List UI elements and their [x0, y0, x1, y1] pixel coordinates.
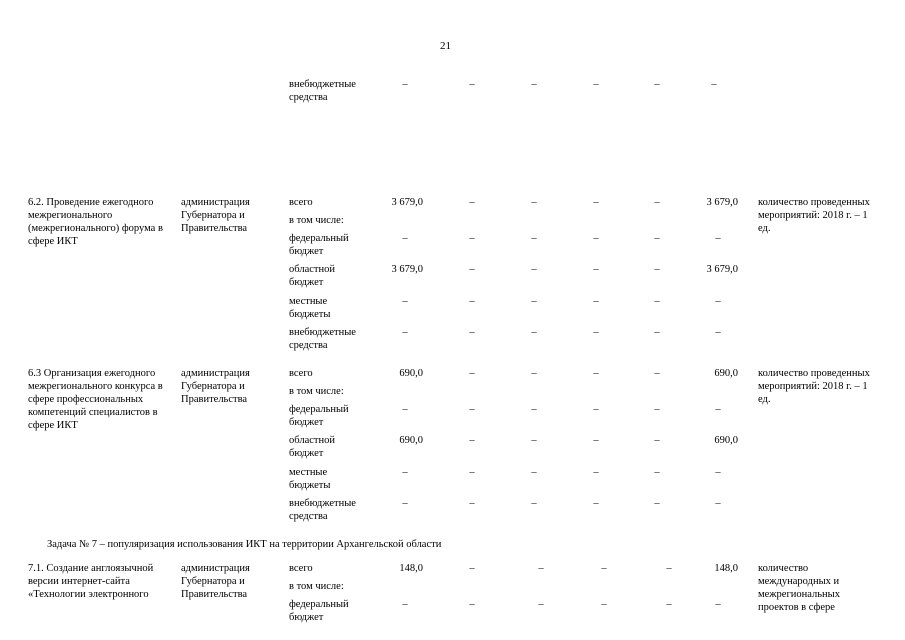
- dash-cell: –: [654, 368, 660, 379]
- dash-cell: –: [531, 197, 537, 208]
- dash-cell: –: [593, 197, 599, 208]
- row-source: местные бюджеты: [289, 467, 331, 491]
- dash-cell: –: [469, 327, 475, 338]
- dash-cell: –: [531, 435, 537, 446]
- dash-cell: –: [654, 435, 660, 446]
- value-col-1: 690,0: [399, 368, 423, 379]
- value-col-1: 690,0: [399, 435, 423, 446]
- task-7-1: 7.1. Создание англоязычной версии интернет-сайта «Технологии электронного: [28, 563, 154, 600]
- value-col-total: 690,0: [714, 435, 738, 446]
- row-source: в том числе:: [289, 215, 344, 226]
- dash-cell: –: [469, 467, 475, 478]
- dash-cell: –: [593, 404, 599, 415]
- value-col-1: 3 679,0: [391, 197, 423, 208]
- value-col-total: –: [715, 233, 721, 244]
- row-source: всего: [289, 563, 313, 574]
- dash-cell: –: [654, 404, 660, 415]
- value-col-total: –: [715, 404, 721, 415]
- row-source: всего: [289, 368, 313, 379]
- row-source: всего: [289, 197, 313, 208]
- value-col-1: –: [402, 233, 408, 244]
- value-col-total: –: [715, 599, 721, 610]
- dash-cell: –: [654, 233, 660, 244]
- page-number: 21: [440, 40, 451, 52]
- task-6-3: 6.3 Организация ежегодного межрегионального конкурса в сфере профессиональных компетенций специалистов в сфере ИКТ: [28, 368, 163, 431]
- dash-cell: –: [593, 467, 599, 478]
- dash-cell: –: [531, 296, 537, 307]
- value-col-total: 690,0: [714, 368, 738, 379]
- dash-cell: –: [469, 197, 475, 208]
- dash-cell: –: [531, 368, 537, 379]
- value-col-total: –: [715, 498, 721, 509]
- value-col-1: 3 679,0: [391, 264, 423, 275]
- dash-cell: –: [469, 264, 475, 275]
- dash-cell: –: [593, 368, 599, 379]
- value-col-total: –: [715, 327, 721, 338]
- dash-cell: –: [593, 327, 599, 338]
- row-source: областной бюджет: [289, 264, 335, 288]
- dash-cell: –: [654, 467, 660, 478]
- dash-cell: –: [711, 79, 717, 90]
- row-source: внебюджетные средства: [289, 327, 356, 351]
- dash-cell: –: [593, 233, 599, 244]
- value-col-1: –: [402, 599, 408, 610]
- value-col-total: –: [715, 296, 721, 307]
- indicator-6-3: количество проведенных мероприятий: 2018 г. – 1 ед.: [758, 368, 870, 405]
- dash-cell: –: [666, 563, 672, 574]
- indicator-7-1: количество международных и межрегиональных проектов в сфере: [758, 563, 840, 613]
- row-source: местные бюджеты: [289, 296, 331, 320]
- value-col-1: –: [402, 296, 408, 307]
- dash-cell: –: [654, 197, 660, 208]
- carry-over-source-text: внебюджетные средства: [289, 79, 356, 103]
- dash-cell: –: [469, 435, 475, 446]
- dash-cell: –: [666, 599, 672, 610]
- dash-cell: –: [601, 599, 607, 610]
- row-source: внебюджетные средства: [289, 498, 356, 522]
- dash-cell: –: [601, 563, 607, 574]
- executor-6-2: администрация Губернатора и Правительства: [181, 197, 250, 234]
- dash-cell: –: [593, 435, 599, 446]
- row-source: в том числе:: [289, 386, 344, 397]
- dash-cell: –: [538, 563, 544, 574]
- value-col-1: –: [402, 467, 408, 478]
- dash-cell: –: [531, 327, 537, 338]
- dash-cell: –: [469, 368, 475, 379]
- dash-cell: –: [469, 404, 475, 415]
- dash-cell: –: [469, 563, 475, 574]
- dash-cell: –: [469, 233, 475, 244]
- dash-cell: –: [593, 79, 599, 90]
- row-source: федеральный бюджет: [289, 233, 349, 257]
- task-6-2: 6.2. Проведение ежегодного межрегионального (межрегионального) форума в сфере ИКТ: [28, 197, 163, 247]
- dash-cell: –: [531, 498, 537, 509]
- value-col-total: 3 679,0: [706, 264, 738, 275]
- dash-cell: –: [531, 264, 537, 275]
- value-col-total: 3 679,0: [706, 197, 738, 208]
- dash-cell: –: [654, 79, 660, 90]
- value-col-1: –: [402, 498, 408, 509]
- dash-cell: –: [538, 599, 544, 610]
- executor-6-3: администрация Губернатора и Правительства: [181, 368, 250, 405]
- dash-cell: –: [593, 296, 599, 307]
- dash-cell: –: [593, 264, 599, 275]
- value-col-total: 148,0: [714, 563, 738, 574]
- row-source: областной бюджет: [289, 435, 335, 459]
- row-source: в том числе:: [289, 581, 344, 592]
- row-source: федеральный бюджет: [289, 404, 349, 428]
- value-col-1: –: [402, 404, 408, 415]
- value-col-total: –: [715, 467, 721, 478]
- carry-over-source: [289, 78, 379, 104]
- dash-cell: –: [654, 296, 660, 307]
- dash-cell: –: [654, 327, 660, 338]
- dash-cell: –: [531, 404, 537, 415]
- dash-cell: –: [469, 79, 475, 90]
- value-col-1: 148,0: [399, 563, 423, 574]
- indicator-6-2: количество проведенных мероприятий: 2018 г. – 1 ед.: [758, 197, 870, 234]
- section-heading-task-7: Задача № 7 – популяризация использования ИКТ на территории Архангельской области: [47, 539, 442, 550]
- dash-cell: –: [469, 296, 475, 307]
- executor-7-1: администрация Губернатора и Правительства: [181, 563, 250, 600]
- dash-cell: –: [531, 79, 537, 90]
- dash-cell: –: [469, 498, 475, 509]
- dash-cell: –: [593, 498, 599, 509]
- dash-cell: –: [402, 79, 408, 90]
- dash-cell: –: [654, 264, 660, 275]
- row-source: федеральный бюджет: [289, 599, 349, 623]
- dash-cell: –: [531, 233, 537, 244]
- dash-cell: –: [469, 599, 475, 610]
- dash-cell: –: [531, 467, 537, 478]
- value-col-1: –: [402, 327, 408, 338]
- dash-cell: –: [654, 498, 660, 509]
